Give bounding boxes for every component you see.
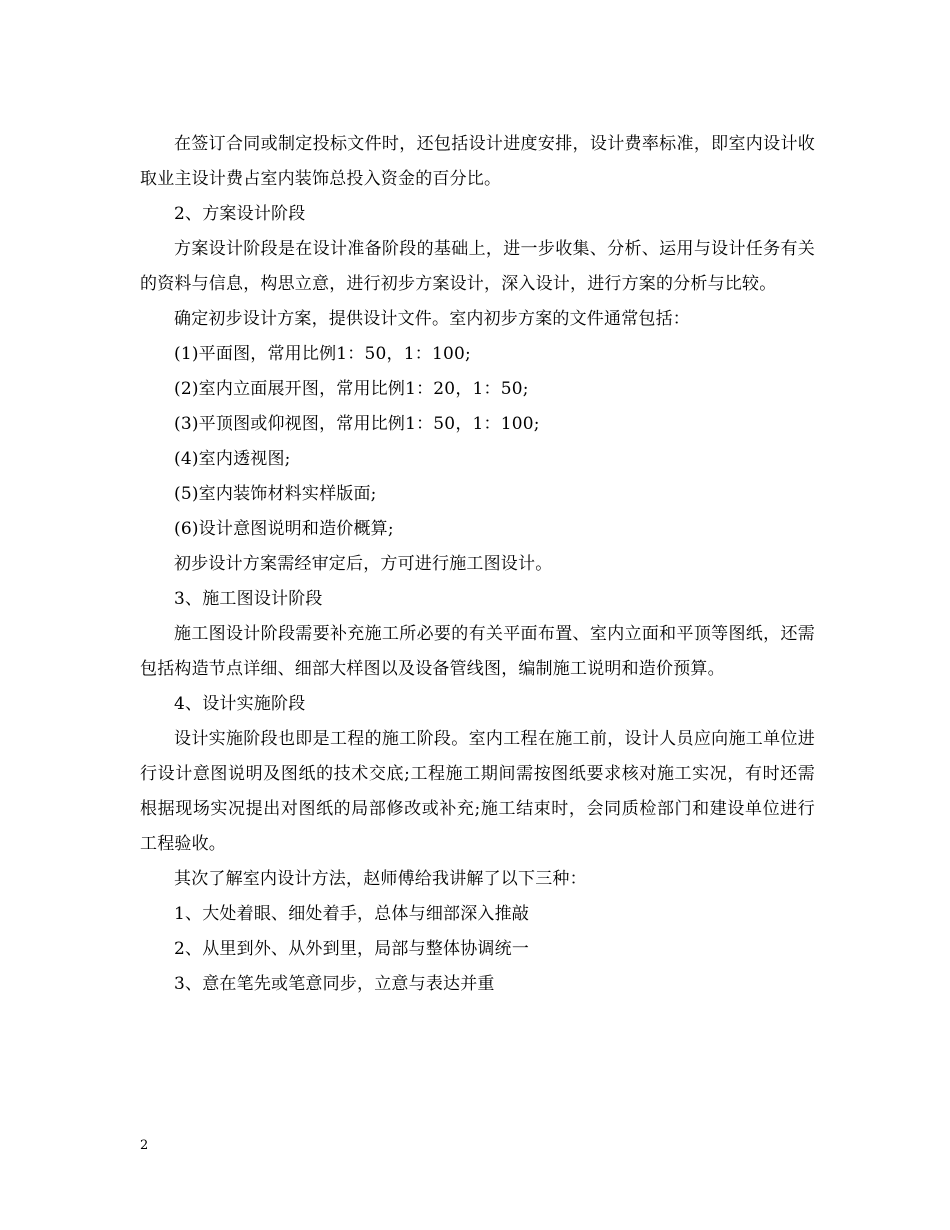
list-item-method-3: 3、意在笔先或笔意同步，立意与表达并重 (174, 974, 495, 994)
list-item-elevation: (2)室内立面展开图，常用比例1：20，1：50; (174, 379, 529, 399)
heading-construction-drawing: 3、施工图设计阶段 (174, 589, 323, 609)
paragraph-scheme-design: 方案设计阶段是在设计准备阶段的基础上，进一步收集、分析、运用与设计任务有关的资料与信息，构思立意，进行初步方案设计，深入设计，进行方案的分析与比较。 (140, 239, 815, 294)
heading-scheme-design: 2、方案设计阶段 (174, 204, 306, 224)
list-item-design-explanation: (6)设计意图说明和造价概算; (174, 519, 394, 539)
page-number: 2 (140, 1138, 149, 1153)
document-body (140, 127, 815, 1002)
paragraph-preliminary-files: 确定初步设计方案，提供设计文件。室内初步方案的文件通常包括： (174, 309, 690, 329)
paragraph-contract-fee: 在签订合同或制定投标文件时，还包括设计进度安排，设计费率标准，即室内设计收取业主设计费占室内装饰总投入资金的百分比。 (140, 134, 815, 189)
list-item-material-samples: (5)室内装饰材料实样版面; (174, 484, 377, 504)
paragraph-design-methods: 其次了解室内设计方法，赵师傅给我讲解了以下三种： (174, 869, 587, 889)
list-item-perspective: (4)室内透视图; (174, 449, 291, 469)
list-item-ceiling-plan: (3)平顶图或仰视图，常用比例1：50，1：100; (174, 414, 540, 434)
list-item-method-2: 2、从里到外、从外到里，局部与整体协调统一 (174, 939, 530, 959)
heading-implementation: 4、设计实施阶段 (174, 694, 306, 714)
paragraph-approval: 初步设计方案需经审定后，方可进行施工图设计。 (174, 554, 553, 574)
list-item-method-1: 1、大处着眼、细处着手，总体与细部深入推敲 (174, 904, 530, 924)
paragraph-construction-drawing: 施工图设计阶段需要补充施工所必要的有关平面布置、室内立面和平顶等图纸，还需包括构造节点详细、细部大样图以及设备管线图，编制施工说明和造价预算。 (140, 624, 815, 679)
list-item-floor-plan: (1)平面图，常用比例1：50，1：100; (174, 344, 471, 364)
paragraph-implementation: 设计实施阶段也即是工程的施工阶段。室内工程在施工前，设计人员应向施工单位进行设计意图说明及图纸的技术交底;工程施工期间需按图纸要求核对施工实况，有时还需根据现场实况提出对图纸的局部修改或补充;施工结束时，会同质检部门和建设单位进行工程验收。 (140, 729, 815, 854)
